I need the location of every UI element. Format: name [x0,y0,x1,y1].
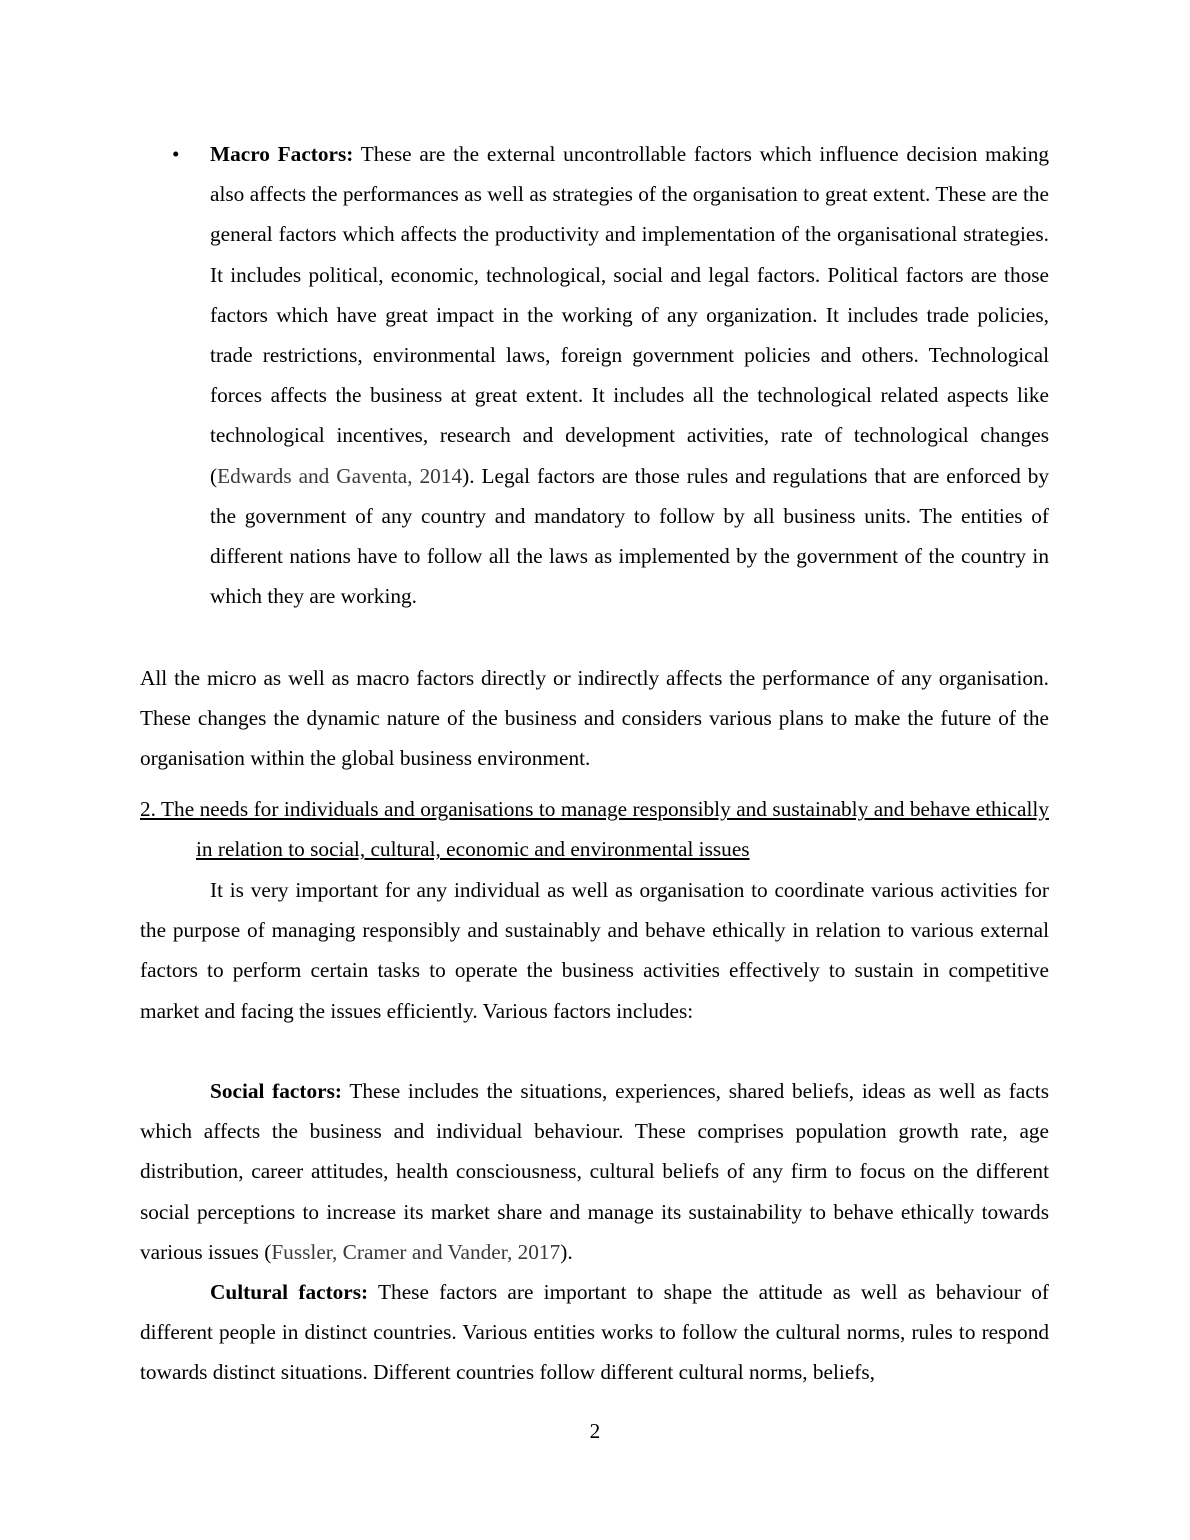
social-factors-text-1: These includes the situations, experiences, shared beliefs, ideas as well as facts which affects the business and individual behaviour. These comprises population growth rate, age distribution, career attitudes, health consciousness, cultural beliefs of any firm to focus on the different social perceptions to increase its market share and manage its sustainability to behave ethically towards various issues ( [140,1079,1049,1264]
summary-paragraph: All the micro as well as macro factors directly or indirectly affects the performance of any organisation. These changes the dynamic nature of the business and considers various plans to make the future of the organisation within the global business environment. [140,666,1049,771]
macro-factors-citation: Edwards and Gaventa, 2014 [217,463,463,488]
bullet-point: • [172,142,180,166]
social-factors-label: Social factors: [210,1079,342,1103]
macro-factors-text-1: These are the external uncontrollable factors which influence decision making also affects the performances as well as strategies of the organisation to great extent. These are the general factors which affects the productivity and implementation of the organisational strategies. It includes political, economic, technological, social and legal factors. Political factors are those factors which have great impact in the working of any organization. It includes trade policies, trade restrictions, environmental laws, foreign government policies and others. Technological forces affects the business at great extent. It includes all the technological related aspects like technological incentives, research and development activities, rate of technological changes ( [210,142,1049,488]
social-factors-paragraph [140,1071,1049,1272]
social-factors-citation: Fussler, Cramer and Vander, 2017 [271,1239,561,1264]
macro-factors-paragraph [210,134,1049,616]
macro-factors-label: Macro Factors: [210,142,354,166]
macro-factors-text-2: ). Legal factors are those rules and regulations that are enforced by the government of any country and mandatory to follow by all business units. The entities of different nations have to follow all the laws as implemented by the government of the country in which they are working. [210,463,1049,609]
cultural-factors-label: Cultural factors: [210,1280,369,1304]
cultural-factors-paragraph [140,1272,1049,1393]
section-2-intro-paragraph: It is very important for any individual as well as organisation to coordinate various activities for the purpose of managing responsibly and sustainably and behave ethically in relation to various external factors to perform certain tasks to operate the business activities effectively to sustain in competitive market and facing the issues efficiently. Various factors includes: [140,878,1049,1023]
page-number: 2 [589,1419,601,1443]
social-factors-text-2: ). [560,1239,573,1264]
cultural-factors-text-1: These factors are important to shape the attitude as well as behaviour of different people in distinct countries. Various entities works to follow the cultural norms, rules to respond towards distinct situations. Different countries follow different cultural norms, beliefs, [140,1280,1050,1385]
section-2-heading: 2. The needs for individuals and organisations to manage responsibly and sustainably and behave ethically in relation to social, cultural, economic and environmental issues [140,797,1049,862]
